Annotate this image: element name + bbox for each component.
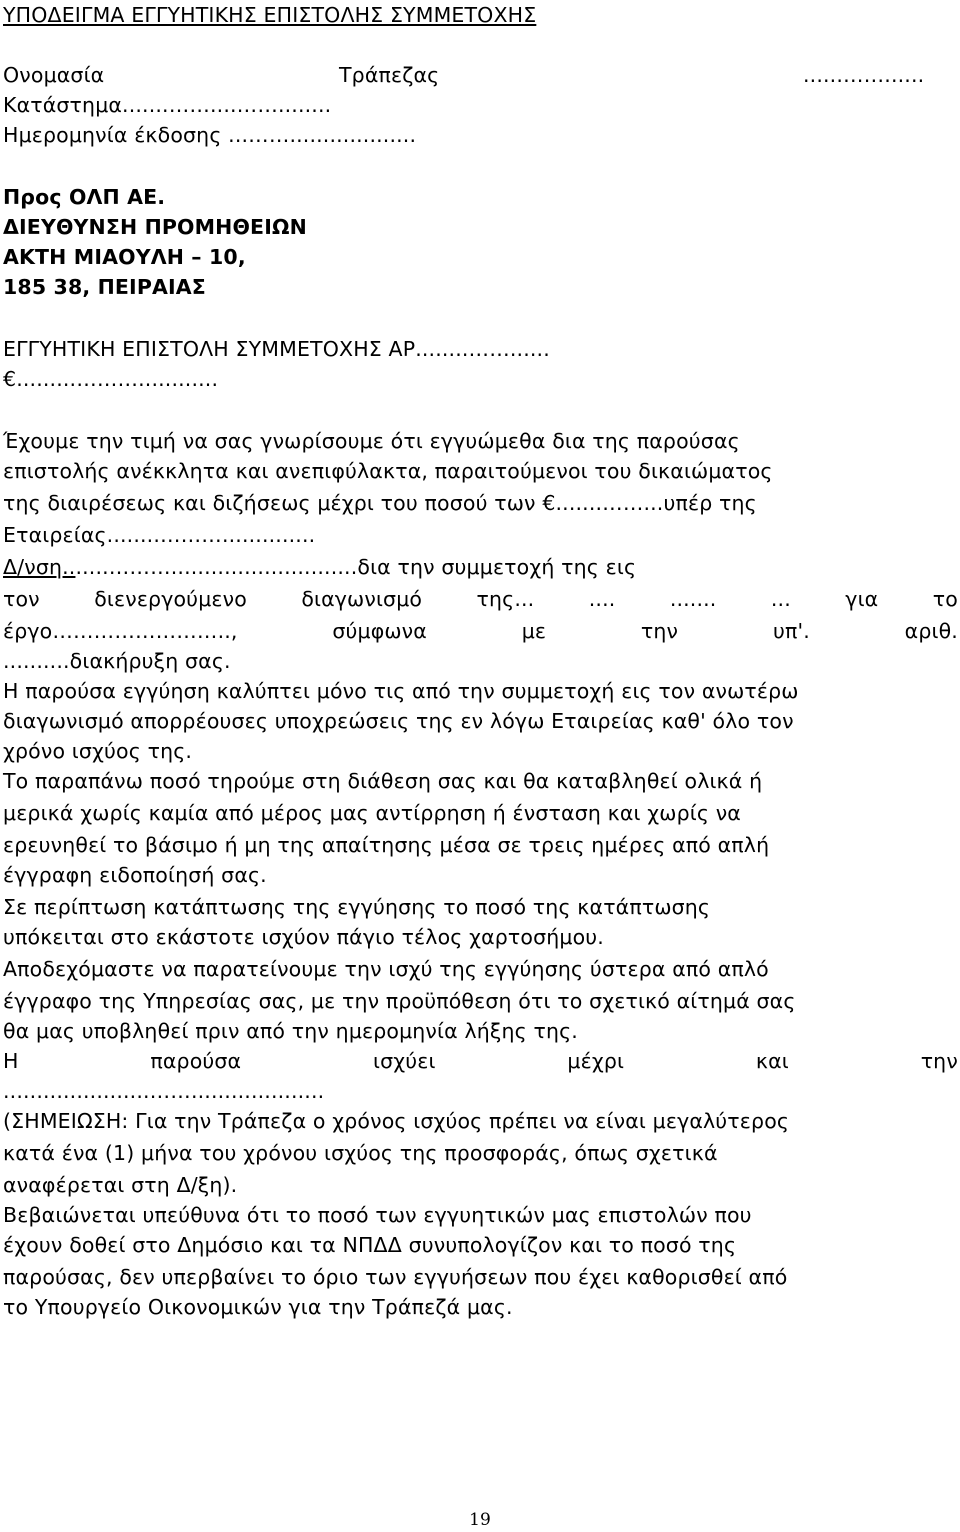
word: της... [476,587,535,611]
body-line: Το παραπάνω ποσό τηρούμε στη διάθεση σας και θα καταβληθεί ολικά ή [3,769,763,793]
bank-name-label-b: Τράπεζας [339,63,440,87]
word: παρούσα [150,1049,242,1073]
word: αριθ. [904,619,958,643]
word: έργο…………………….., [3,619,238,643]
body-line: υπόκειται στο εκάστοτε ισχύον πάγιο τέλος χαρτοσήμου. [3,925,604,949]
body-line: Αποδεχόμαστε να παρατείνουμε την ισχύ της εγγύησης ύστερα από απλό [3,957,769,981]
word: Η [3,1049,19,1073]
word: μέχρι [567,1049,625,1073]
body-line: χρόνο ισχύος της. [3,739,193,763]
validity-dots: ......................…….................... [3,1079,325,1103]
body-line: έγγραφη ειδοποίησή σας. [3,863,267,887]
note-line: (ΣΗΜΕΙΩΣΗ: Για την Τράπεζα ο χρόνος ισχύος πρέπει να είναι μεγαλύτερος [3,1109,790,1133]
body-line: θα μας υποβληθεί πριν από την ημερομηνία λήξης της. [3,1019,578,1043]
address-label: Δ/νση.. [3,555,76,579]
body-line: έγγραφο της Υπηρεσίας σας, με την προϋπόθεση ότι το σχετικό αίτημά σας [3,989,796,1013]
body-line: ερευνηθεί το βάσιμο ή μη της απαίτησης μέσα σε τρεις ημέρες από απλή [3,833,770,857]
word: την [920,1049,958,1073]
recipient-line-3: ΑΚΤΗ ΜΙΑΟΥΛΗ – 10, [3,245,246,269]
word: διενεργούμενο [94,587,247,611]
recipient-line-1: Προς ΟΛΠ ΑΕ. [3,185,166,209]
body-line: έχουν δοθεί στο Δημόσιο και τα ΝΠΔΔ συνυπολογίζον και το ποσό της [3,1233,737,1257]
word: με [521,619,547,643]
word: .... [588,587,616,611]
body-line: το Υπουργείο Οικονομικών για την Τράπεζά μας. [3,1295,513,1319]
bank-name-dots: ......……...... [803,63,925,87]
body-line-justified [3,616,958,646]
word: και [755,1049,789,1073]
body-line: Εταιρείας........……….............. [3,523,316,547]
document-title: ΥΠΟΔΕΙΓΜΑ ΕΓΓΥΗΤΙΚΗΣ ΕΠΙΣΤΟΛΗΣ ΣΥΜΜΕΤΟΧΗΣ [3,3,537,27]
word: τον [3,587,40,611]
word: υπ'. [772,619,810,643]
note-line: κατά ένα (1) μήνα του χρόνου ισχύος της προσφοράς, όπως σχετικά [3,1141,718,1165]
recipient-line-4: 185 38, ΠΕΙΡΑΙΑΣ [3,275,206,299]
body-line: Η παρούσα εγγύηση καλύπτει μόνο τις από την συμμετοχή εις τον ανωτέρω [3,679,799,703]
body-line: Σε περίπτωση κατάπτωσης της εγγύησης το ποσό της κατάπτωσης [3,895,711,919]
letter-number-line: ΕΓΓΥΗΤΙΚΗ ΕΠΙΣΤΟΛΗ ΣΥΜΜΕΤΟΧΗΣ ΑΡ........……...... [3,337,550,361]
body-line: ..........διακήρυξη σας. [3,649,231,673]
note-line: αναφέρεται στη Δ/ξη). [3,1173,238,1197]
recipient-line-2: ΔΙΕΥΘΥΝΣΗ ΠΡΟΜΗΘΕΙΩΝ [3,215,307,239]
word: διαγωνισμό [301,587,423,611]
word: ισχύει [373,1049,436,1073]
body-line: επιστολής ανέκκλητα και ανεπιφύλακτα, παραιτούμενοι του δικαιώματος [3,459,773,483]
body-line: της διαιρέσεως και διζήσεως μέχρι του ποσού των €.......……...υπέρ της [3,491,757,515]
word: για [845,587,879,611]
body-line: παρούσας, δεν υπερβαίνει το όριο των εγγυήσεων που έχει καθορισθεί από [3,1265,788,1289]
word: σύμφωνα [332,619,427,643]
word: το [932,587,958,611]
body-line: διαγωνισμό απορρέουσες υποχρεώσεις της εν λόγω Εταιρείας καθ' όλο τον [3,709,794,733]
bank-name-line [3,60,958,90]
body-line [3,552,958,582]
body-line: Έχουμε την τιμή να σας γνωρίσουμε ότι εγγυώμεθα δια της παρούσας [3,429,740,453]
word: την [640,619,679,643]
participation-text: .....………............................δια την συμμετοχή της εις [75,555,637,579]
word: ... [770,587,791,611]
body-line: Βεβαιώνεται υπεύθυνα ότι το ποσό των εγγυητικών μας επιστολών που [3,1203,752,1227]
word: ....... [669,587,717,611]
page-number: 19 [469,1510,491,1530]
body-line: μερικά χωρίς καμία από μέρος μας αντίρρηση ή ένσταση και χωρίς να [3,801,741,825]
validity-line [3,1046,958,1076]
branch-line: Κατάστημα.......……....……........ [3,93,332,117]
issue-date-line: Ημερομηνία έκδοσης ...……................... [3,123,417,147]
amount-line: €.........………............ [3,367,219,391]
bank-name-label-a: Ονομασία [3,63,105,87]
body-line-justified [3,584,958,614]
